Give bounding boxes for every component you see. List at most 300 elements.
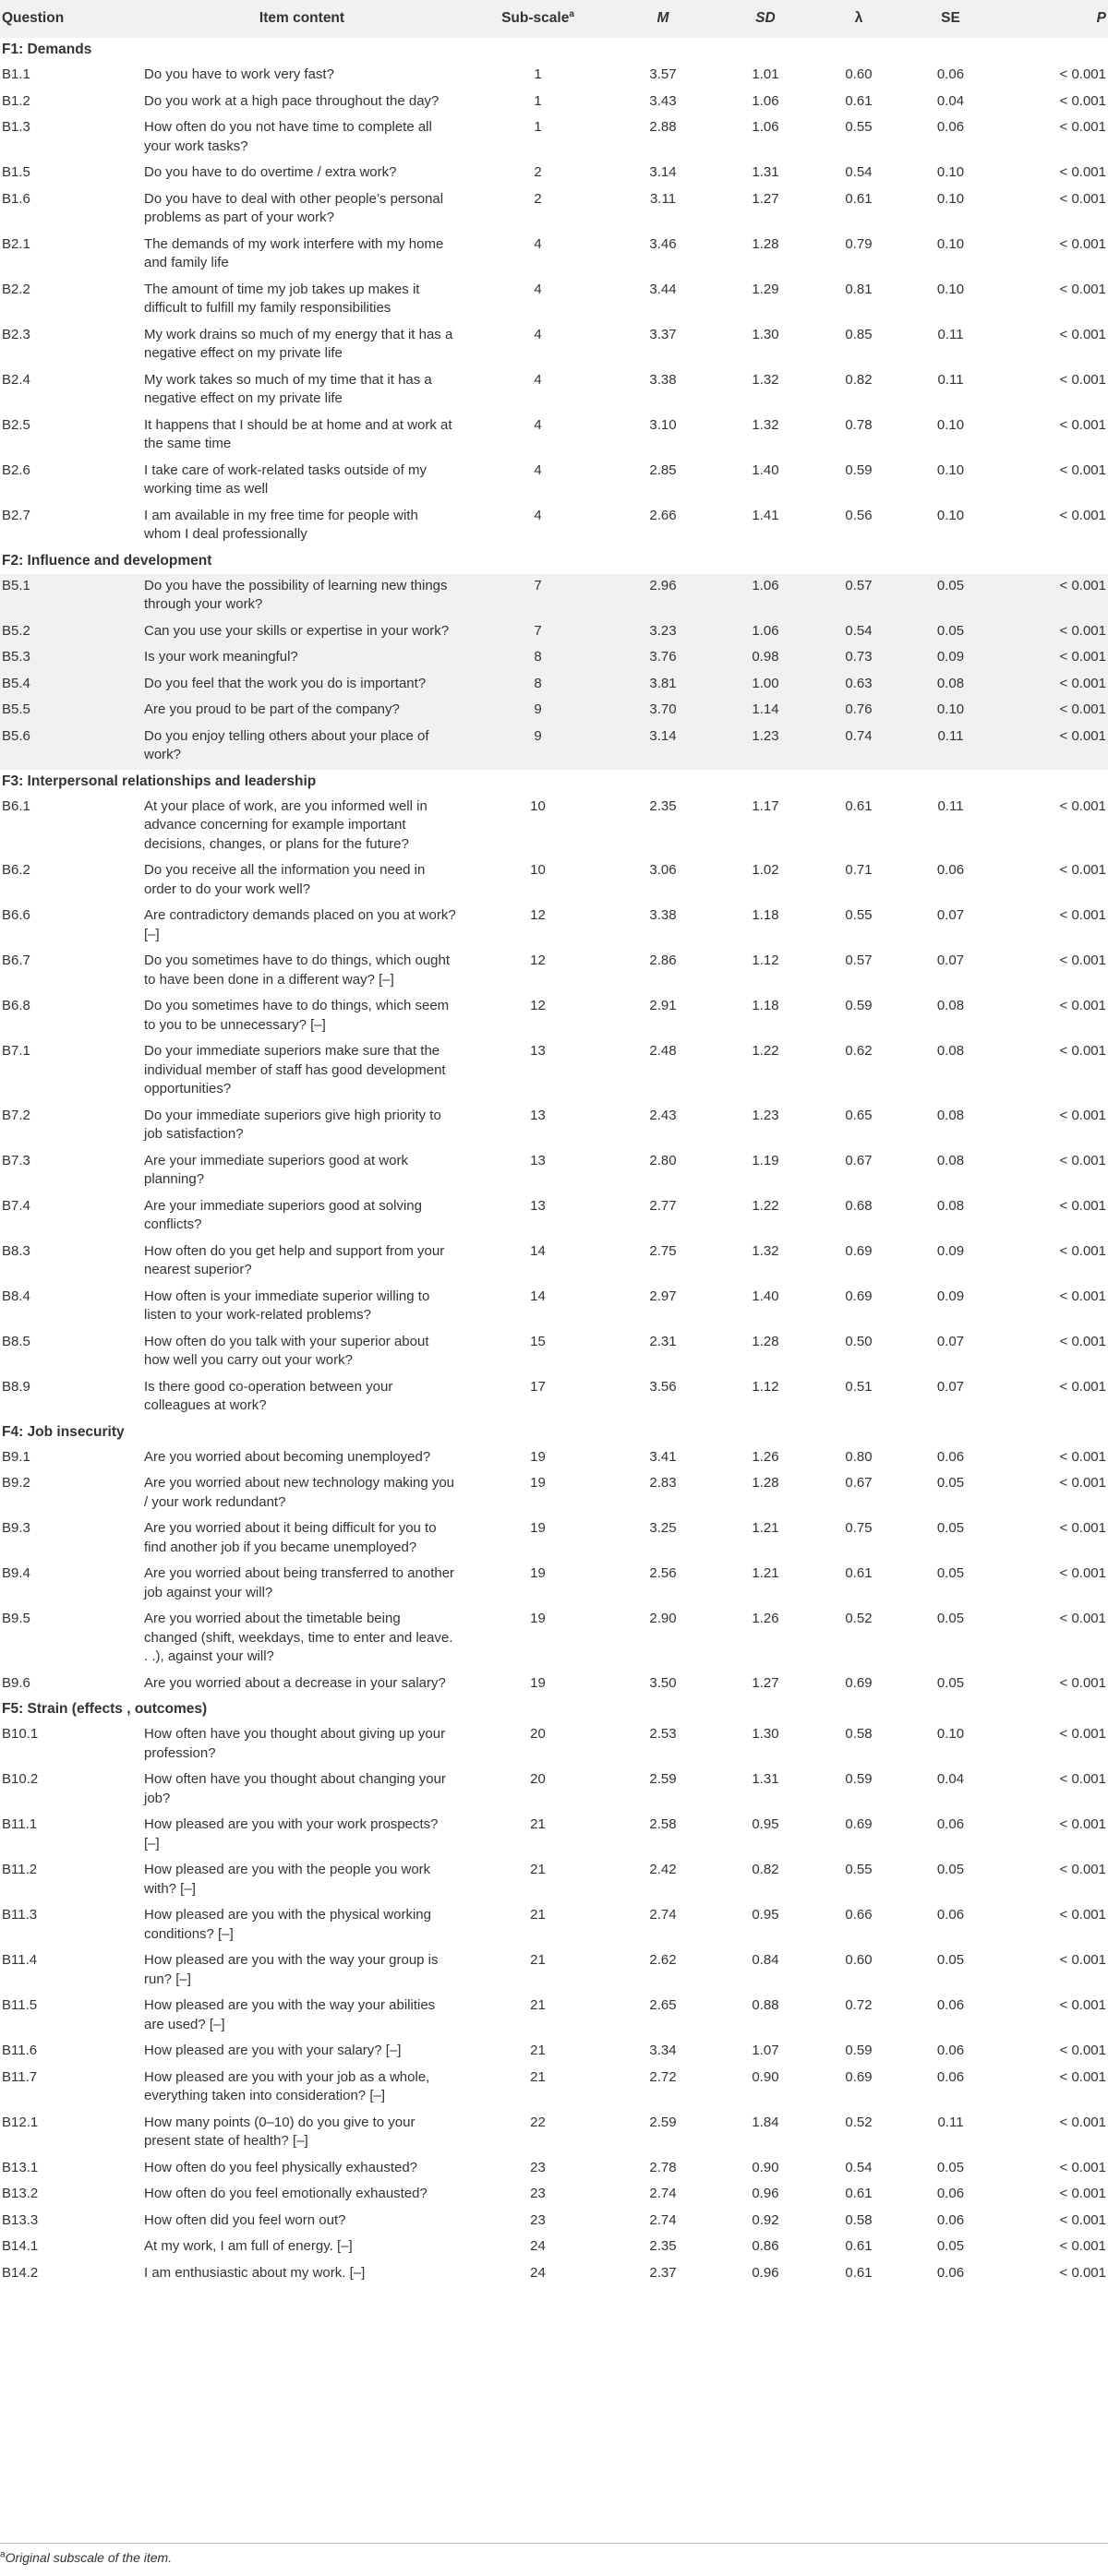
row-mean: 2.75 <box>649 1242 677 1259</box>
table-row <box>0 619 1108 646</box>
header-subscale-label: Sub-scale <box>501 10 570 27</box>
row-p-value: < 0.001 <box>999 645 1108 672</box>
row-se: 0.06 <box>936 2264 965 2281</box>
row-item-content: Do you have to deal with other people’s personal problems as part of your work? <box>144 190 444 225</box>
row-lambda: 0.79 <box>845 235 873 252</box>
row-lambda: 0.59 <box>845 2043 873 2058</box>
row-p-value: < 0.001 <box>1059 1378 1106 1395</box>
table-row <box>0 1813 1108 1858</box>
row-p-value: < 0.001 <box>1059 190 1106 207</box>
row-question-id: B7.1 <box>2 1043 30 1059</box>
row-subscale: 21 <box>530 2068 546 2085</box>
row-sd: 0.90 <box>752 2159 779 2175</box>
table-row <box>0 795 1108 859</box>
row-se: 0.06 <box>936 2068 965 2085</box>
table-row <box>0 1903 1108 1948</box>
row-lambda: 0.61 <box>845 2238 873 2254</box>
row-sd: 1.02 <box>752 862 779 878</box>
row-subscale: 14 <box>530 1242 546 1259</box>
row-p-value: < 0.001 <box>1059 1107 1106 1123</box>
row-question-id: B6.7 <box>2 953 30 968</box>
row-item-content: Is your work meaningful? <box>138 645 465 672</box>
row-p-value: < 0.001 <box>1059 326 1106 342</box>
row-lambda: 0.75 <box>845 1520 873 1536</box>
row-lambda: 0.80 <box>845 1448 873 1465</box>
row-sd: 1.06 <box>752 92 779 109</box>
row-se: 0.06 <box>936 2211 965 2228</box>
row-lambda: 0.69 <box>845 1674 873 1691</box>
row-sd: 1.31 <box>752 164 779 180</box>
row-question-id: B1.3 <box>2 119 30 135</box>
table-row <box>0 187 1108 233</box>
table-body <box>0 38 1108 2287</box>
section-title: F5: Strain (effects , outcomes) <box>2 1701 208 1718</box>
row-item-content: How pleased are you with your work prospects? [–] <box>144 1816 439 1851</box>
row-p-value: < 0.001 <box>1059 1197 1106 1214</box>
section-row <box>0 549 1108 574</box>
row-se: 0.05 <box>902 574 999 619</box>
row-p-value: < 0.001 <box>1059 281 1106 297</box>
row-p-value: < 0.001 <box>1059 2238 1106 2254</box>
table-row <box>0 1149 1108 1194</box>
row-subscale: 21 <box>530 1952 546 1968</box>
row-lambda: 0.67 <box>845 1152 873 1168</box>
row-subscale: 7 <box>465 619 610 646</box>
row-se: 0.07 <box>936 1378 965 1395</box>
row-mean: 3.81 <box>610 672 716 699</box>
row-mean: 3.41 <box>649 1448 677 1465</box>
header-question: Question <box>2 10 65 27</box>
section-title: F3: Interpersonal relationships and leadership <box>2 773 317 789</box>
row-item-content: Are you worried about it being difficult for you to find another job if you became unemployed? <box>144 1520 437 1555</box>
row-lambda: 0.61 <box>845 1565 873 1581</box>
row-se: 0.06 <box>936 119 965 135</box>
row-lambda: 0.76 <box>815 698 902 725</box>
row-se: 0.09 <box>936 1242 965 1259</box>
row-p-value: < 0.001 <box>1059 2211 1106 2228</box>
row-lambda: 0.78 <box>845 416 873 433</box>
table-row <box>0 1607 1108 1671</box>
row-question-id: B6.6 <box>2 907 30 923</box>
row-p-value: < 0.001 <box>1059 2114 1106 2130</box>
table-row <box>0 323 1108 368</box>
table-row <box>0 574 1108 619</box>
row-sd: 1.21 <box>752 1565 779 1581</box>
row-lambda: 0.62 <box>845 1043 873 1059</box>
row-mean: 3.14 <box>649 164 677 180</box>
row-lambda: 0.74 <box>815 725 902 770</box>
table-row <box>0 698 1108 725</box>
table-row <box>0 504 1108 549</box>
row-sd: 1.06 <box>716 619 815 646</box>
section-row <box>0 770 1108 795</box>
table-row <box>0 858 1108 904</box>
table-row <box>0 1330 1108 1375</box>
row-subscale: 20 <box>530 1771 546 1787</box>
row-sd: 1.31 <box>752 1771 779 1787</box>
row-item-content: Are you worried about a decrease in your salary? <box>144 1674 446 1691</box>
row-se: 0.06 <box>936 862 965 878</box>
row-question-id: B5.3 <box>0 645 138 672</box>
table-row <box>0 2066 1108 2111</box>
row-mean: 3.76 <box>610 645 716 672</box>
row-question-id: B12.1 <box>2 2114 39 2130</box>
row-lambda: 0.55 <box>845 119 873 135</box>
row-p-value: < 0.001 <box>1059 371 1106 388</box>
row-se: 0.11 <box>937 797 964 814</box>
row-se: 0.11 <box>937 326 964 342</box>
section-title: F2: Influence and development <box>2 552 212 569</box>
row-sd: 0.90 <box>752 2068 779 2085</box>
row-question-id: B2.2 <box>2 281 30 297</box>
row-subscale: 8 <box>465 672 610 699</box>
row-question-id: B9.4 <box>2 1565 30 1581</box>
row-sd: 1.22 <box>752 1043 779 1059</box>
row-question-id: B6.2 <box>2 862 30 878</box>
row-subscale: 15 <box>530 1333 546 1349</box>
row-subscale: 4 <box>534 281 542 297</box>
row-p-value: < 0.001 <box>1059 119 1106 135</box>
row-question-id: B11.3 <box>2 1907 38 1923</box>
row-lambda: 0.61 <box>845 2264 873 2281</box>
header-subscale-footnote-marker: a <box>569 9 574 20</box>
row-sd: 1.22 <box>752 1197 779 1214</box>
row-item-content: It happens that I should be at home and at work at the same time <box>144 416 452 451</box>
table-row <box>0 1671 1108 1698</box>
row-mean: 3.34 <box>649 2043 677 2058</box>
row-sd: 0.98 <box>716 645 815 672</box>
row-question-id: B5.6 <box>0 725 138 770</box>
row-subscale: 10 <box>530 797 546 814</box>
row-se: 0.05 <box>936 1952 965 1968</box>
row-mean: 2.86 <box>649 953 677 968</box>
table-row <box>0 1516 1108 1562</box>
table-row <box>0 115 1108 161</box>
row-subscale: 12 <box>530 953 546 968</box>
row-mean: 3.38 <box>649 371 677 388</box>
row-mean: 2.77 <box>649 1197 677 1214</box>
row-question-id: B1.2 <box>2 92 30 109</box>
row-p-value: < 0.001 <box>1059 461 1106 478</box>
row-question-id: B11.1 <box>2 1816 38 1832</box>
row-sd: 1.28 <box>752 1475 779 1491</box>
row-item-content: The demands of my work interfere with my home and family life <box>144 235 444 270</box>
row-p-value: < 0.001 <box>1059 1565 1106 1581</box>
row-sd: 1.28 <box>752 235 779 252</box>
row-p-value: < 0.001 <box>1059 164 1106 180</box>
row-mean: 3.57 <box>649 66 677 82</box>
row-se: 0.05 <box>936 1520 965 1536</box>
row-lambda: 0.51 <box>845 1378 873 1395</box>
section-row <box>0 38 1108 63</box>
row-se: 0.08 <box>936 998 965 1013</box>
row-lambda: 0.56 <box>845 507 873 523</box>
row-sd: 1.18 <box>752 998 779 1013</box>
row-item-content: How often have you thought about changing your job? <box>144 1771 446 1806</box>
row-p-value: < 0.001 <box>1059 1448 1106 1465</box>
row-item-content: How often did you feel worn out? <box>144 2211 346 2228</box>
row-mean: 2.65 <box>649 1997 677 2013</box>
row-sd: 1.32 <box>752 416 779 433</box>
table-row <box>0 904 1108 949</box>
row-item-content: My work takes so much of my time that it has a negative effect on my private life <box>144 371 432 406</box>
table-row <box>0 413 1108 459</box>
table-row <box>0 2111 1108 2156</box>
row-item-content: I am available in my free time for people with whom I deal professionally <box>144 507 418 542</box>
row-p-value: < 0.001 <box>1059 416 1106 433</box>
row-mean: 3.11 <box>649 190 677 207</box>
row-mean: 3.50 <box>649 1674 677 1691</box>
row-mean: 2.59 <box>649 2114 677 2130</box>
table-row <box>0 994 1108 1039</box>
row-subscale: 21 <box>530 1997 546 2013</box>
row-se: 0.08 <box>936 1152 965 1168</box>
row-p-value: < 0.001 <box>1059 953 1106 968</box>
row-question-id: B13.1 <box>2 2159 39 2175</box>
table-row <box>0 90 1108 116</box>
row-question-id: B11.6 <box>2 2043 38 2058</box>
row-item-content: Are you worried about new technology making you / your work redundant? <box>144 1475 455 1510</box>
row-question-id: B9.3 <box>2 1520 30 1536</box>
table-row <box>0 161 1108 187</box>
row-p-value: < 0.001 <box>1059 1288 1106 1304</box>
row-lambda: 0.66 <box>845 1907 873 1923</box>
row-sd: 0.95 <box>752 1907 779 1923</box>
row-item-content: How many points (0–10) do you give to your present state of health? [–] <box>144 2114 416 2149</box>
row-se: 0.08 <box>936 1197 965 1214</box>
row-p-value: < 0.001 <box>999 619 1108 646</box>
row-se: 0.11 <box>937 2114 964 2130</box>
row-sd: 0.86 <box>752 2238 779 2254</box>
row-question-id: B5.4 <box>0 672 138 699</box>
row-p-value: < 0.001 <box>999 698 1108 725</box>
row-item-content: At your place of work, are you informed well in advance concerning for example important decisions, changes, or plans for the future? <box>144 797 428 852</box>
row-mean: 2.88 <box>649 119 677 135</box>
row-lambda: 0.57 <box>845 953 873 968</box>
row-se: 0.06 <box>936 1448 965 1465</box>
row-subscale: 21 <box>530 1907 546 1923</box>
row-subscale: 13 <box>530 1152 546 1168</box>
table-footnote <box>0 2550 172 2565</box>
row-lambda: 0.67 <box>845 1475 873 1491</box>
row-mean: 2.35 <box>649 797 677 814</box>
row-lambda: 0.57 <box>815 574 902 619</box>
row-item-content: Is there good co-operation between your colleagues at work? <box>144 1378 393 1413</box>
row-item-content: Are contradictory demands placed on you at work? [–] <box>144 907 456 942</box>
row-lambda: 0.69 <box>845 1242 873 1259</box>
row-mean: 3.25 <box>649 1520 677 1536</box>
row-item-content: How pleased are you with the physical working conditions? [–] <box>144 1907 431 1942</box>
row-p-value: < 0.001 <box>1059 2264 1106 2281</box>
row-p-value: < 0.001 <box>1059 1152 1106 1168</box>
row-p-value: < 0.001 <box>1059 1520 1106 1536</box>
row-item-content: Are you proud to be part of the company? <box>138 698 465 725</box>
row-lambda: 0.54 <box>845 164 873 180</box>
row-se: 0.06 <box>936 1997 965 2013</box>
row-question-id: B2.1 <box>2 235 30 252</box>
row-question-id: B6.8 <box>2 998 30 1013</box>
row-p-value: < 0.001 <box>1059 1997 1106 2013</box>
row-se: 0.09 <box>902 645 999 672</box>
row-subscale: 20 <box>530 1726 546 1742</box>
row-sd: 1.27 <box>752 190 779 207</box>
row-p-value: < 0.001 <box>1059 2043 1106 2058</box>
row-lambda: 0.59 <box>845 1771 873 1787</box>
row-mean: 2.31 <box>649 1333 677 1349</box>
row-lambda: 0.60 <box>845 1952 873 1968</box>
row-p-value: < 0.001 <box>1059 92 1106 109</box>
table-row <box>0 1240 1108 1285</box>
row-sd: 1.84 <box>752 2114 779 2130</box>
row-question-id: B10.1 <box>2 1726 39 1742</box>
row-question-id: B9.1 <box>2 1448 30 1465</box>
table-row <box>0 1767 1108 1813</box>
row-question-id: B11.4 <box>2 1952 38 1968</box>
row-item-content: Can you use your skills or expertise in your work? <box>138 619 465 646</box>
row-se: 0.06 <box>936 66 965 82</box>
row-se: 0.05 <box>936 2238 965 2254</box>
row-question-id: B9.2 <box>2 1475 30 1491</box>
row-item-content: How pleased are you with the people you work with? [–] <box>144 1862 431 1897</box>
row-mean: 2.53 <box>649 1726 677 1742</box>
row-lambda: 0.58 <box>845 1726 873 1742</box>
row-lambda: 0.72 <box>845 1997 873 2013</box>
row-mean: 3.56 <box>649 1378 677 1395</box>
row-lambda: 0.73 <box>815 645 902 672</box>
row-lambda: 0.71 <box>845 862 873 878</box>
row-question-id: B5.2 <box>0 619 138 646</box>
row-se: 0.10 <box>936 235 965 252</box>
section-title: F4: Job insecurity <box>2 1423 125 1440</box>
table-row <box>0 1375 1108 1420</box>
row-mean: 2.35 <box>649 2238 677 2254</box>
row-lambda: 0.50 <box>845 1333 873 1349</box>
row-subscale: 7 <box>465 574 610 619</box>
row-p-value: < 0.001 <box>1059 1862 1106 1877</box>
table-row <box>0 459 1108 504</box>
row-subscale: 13 <box>530 1043 546 1059</box>
row-subscale: 19 <box>530 1611 546 1626</box>
row-se: 0.06 <box>936 2043 965 2058</box>
row-question-id: B2.3 <box>2 326 30 342</box>
row-subscale: 14 <box>530 1288 546 1304</box>
row-p-value: < 0.001 <box>1059 507 1106 523</box>
row-p-value: < 0.001 <box>1059 1611 1106 1626</box>
row-sd: 1.19 <box>752 1152 779 1168</box>
row-se: 0.06 <box>936 1907 965 1923</box>
row-lambda: 0.65 <box>845 1107 873 1123</box>
row-mean: 2.74 <box>649 2186 677 2201</box>
row-sd: 1.06 <box>716 574 815 619</box>
row-se: 0.05 <box>936 1565 965 1581</box>
row-question-id: B8.4 <box>2 1288 30 1304</box>
row-lambda: 0.55 <box>845 1862 873 1877</box>
row-sd: 1.30 <box>752 1726 779 1742</box>
row-item-content: Are you worried about the timetable being changed (shift, weekdays, time to enter and leave. . .), against your will? <box>144 1611 453 1664</box>
row-question-id: B5.1 <box>0 574 138 619</box>
row-item-content: Do you enjoy telling others about your place of work? <box>138 725 465 770</box>
row-lambda: 0.54 <box>815 619 902 646</box>
table-row <box>0 1858 1108 1903</box>
row-subscale: 12 <box>530 998 546 1013</box>
row-mean: 2.48 <box>649 1043 677 1059</box>
row-sd: 1.26 <box>752 1448 779 1465</box>
table-row <box>0 368 1108 413</box>
row-question-id: B11.5 <box>2 1997 38 2013</box>
row-p-value: < 0.001 <box>1059 1333 1106 1349</box>
row-mean: 3.44 <box>649 281 677 297</box>
row-sd: 1.41 <box>752 507 779 523</box>
row-lambda: 0.54 <box>845 2159 873 2175</box>
row-mean: 3.43 <box>649 92 677 109</box>
row-se: 0.05 <box>936 1674 965 1691</box>
row-p-value: < 0.001 <box>999 725 1108 770</box>
footnote-text: Original subscale of the item. <box>5 2550 173 2565</box>
row-question-id: B11.2 <box>2 1862 38 1877</box>
row-subscale: 8 <box>465 645 610 672</box>
row-item-content: Do you sometimes have to do things, which ought to have been done in a different way? [–] <box>144 953 451 988</box>
row-question-id: B10.2 <box>2 1771 39 1787</box>
table-row <box>0 63 1108 90</box>
row-sd: 1.27 <box>752 1674 779 1691</box>
row-subscale: 2 <box>534 190 542 207</box>
table-row <box>0 233 1108 278</box>
row-p-value: < 0.001 <box>1059 862 1106 878</box>
row-se: 0.05 <box>936 1862 965 1877</box>
row-subscale: 4 <box>534 461 542 478</box>
row-item-content: How pleased are you with your salary? [–] <box>144 2043 402 2058</box>
row-question-id: B14.2 <box>2 2264 39 2281</box>
row-se: 0.10 <box>902 698 999 725</box>
row-se: 0.07 <box>936 907 965 923</box>
row-p-value: < 0.001 <box>1059 1242 1106 1259</box>
row-question-id: B13.2 <box>2 2186 39 2201</box>
section-row <box>0 1697 1108 1722</box>
row-sd: 0.95 <box>752 1816 779 1832</box>
table-row <box>0 1194 1108 1240</box>
row-question-id: B13.3 <box>2 2211 39 2228</box>
row-item-content: How often do you talk with your superior about how well you carry out your work? <box>144 1333 429 1368</box>
row-item-content: How pleased are you with your job as a whole, everything taken into consideration? [–] <box>144 2068 430 2103</box>
row-mean: 3.14 <box>610 725 716 770</box>
row-mean: 2.74 <box>649 1907 677 1923</box>
row-mean: 2.58 <box>649 1816 677 1832</box>
row-item-content: Do you have the possibility of learning new things through your work? <box>138 574 465 619</box>
row-item-content: Do your immediate superiors make sure that the individual member of staff has good development opportunities? <box>144 1043 446 1096</box>
row-question-id: B9.5 <box>2 1611 30 1626</box>
row-subscale: 21 <box>530 1862 546 1877</box>
row-sd: 0.96 <box>752 2264 779 2281</box>
row-lambda: 0.61 <box>845 190 873 207</box>
row-sd: 1.32 <box>752 1242 779 1259</box>
table-row <box>0 949 1108 994</box>
row-mean: 3.37 <box>649 326 677 342</box>
row-lambda: 0.61 <box>845 2186 873 2201</box>
row-question-id: B8.5 <box>2 1333 30 1349</box>
row-mean: 2.59 <box>649 1771 677 1787</box>
row-question-id: B2.7 <box>2 507 30 523</box>
table-row <box>0 672 1108 699</box>
row-se: 0.11 <box>902 725 999 770</box>
row-se: 0.10 <box>936 281 965 297</box>
row-subscale: 9 <box>465 698 610 725</box>
row-lambda: 0.59 <box>845 998 873 1013</box>
table-row <box>0 1948 1108 1994</box>
row-lambda: 0.59 <box>845 461 873 478</box>
row-question-id: B1.6 <box>2 190 30 207</box>
row-se: 0.04 <box>936 92 965 109</box>
row-subscale: 24 <box>530 2238 546 2254</box>
